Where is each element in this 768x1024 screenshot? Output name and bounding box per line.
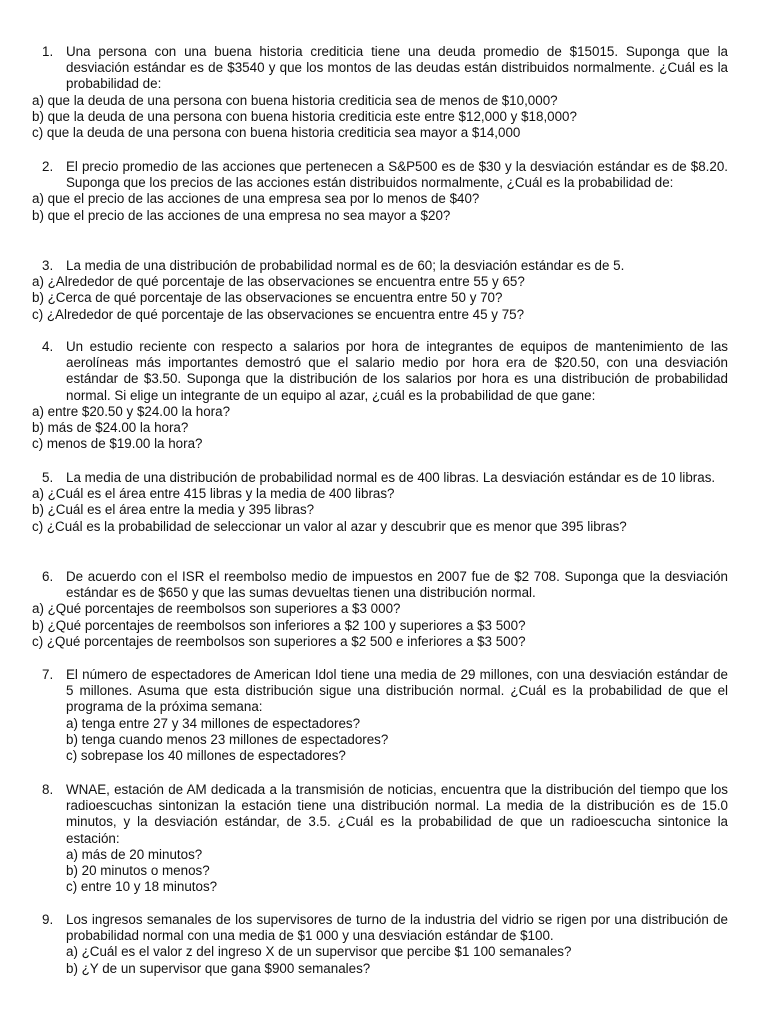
option-a: a) que la deuda de una persona con buena historia crediticia sea de menos de $10,000?	[32, 92, 558, 108]
option-b: b) ¿Cerca de qué porcentaje de las observaciones se encuentra entre 50 y 70?	[32, 290, 503, 306]
option-a: a) ¿Cuál es el valor z del ingreso X de un supervisor que percibe $1 100 semanales?	[66, 944, 572, 960]
problem-statement	[32, 912, 728, 944]
problem-statement	[32, 44, 728, 93]
option-c: c) menos de $19.00 la hora?	[32, 436, 203, 452]
problem-statement	[32, 159, 728, 191]
option-c: c) ¿Qué porcentajes de reembolsos son superiores a $2 500 e inferiores a $3 500?	[32, 633, 526, 649]
problem-number: 4.	[42, 339, 54, 354]
problem-text: Los ingresos semanales de los supervisores de turno de la industria del vidrio se rigen por una distribución de probabilidad normal con una media de $1 000 y una desviación estándar de $100.	[66, 912, 728, 944]
problem-text: La media de una distribución de probabilidad normal es de 400 libras. La desviación estándar es de 10 libras.	[66, 470, 716, 485]
problem-5	[32, 470, 728, 535]
problem-number: 7.	[42, 667, 54, 682]
problem-text: La media de una distribución de probabilidad normal es de 60; la desviación estándar es de 5.	[66, 258, 625, 273]
problem-statement	[32, 667, 728, 716]
problem-number: 6.	[42, 569, 54, 584]
option-a: a) ¿Cuál es el área entre 415 libras y la media de 400 libras?	[32, 486, 395, 502]
problem-text: El número de espectadores de American Idol tiene una media de 29 millones, con una desviación estándar de 5 millones. Asuma que esta distribución sigue una distribución normal. ¿Cuál es la probabilidad de que el programa de la próxima semana:	[66, 667, 728, 715]
option-b: b) 20 minutos o menos?	[66, 863, 210, 879]
option-c: c) que la deuda de una persona con buena historia crediticia sea mayor a $14,000	[32, 125, 521, 141]
option-b: b) más de $24.00 la hora?	[32, 420, 189, 436]
problem-number: 9.	[42, 912, 54, 927]
option-c: c) ¿Alrededor de qué porcentaje de las observaciones se encuentra entre 45 y 75?	[32, 306, 525, 322]
problem-statement	[32, 258, 728, 274]
problem-text: Una persona con una buena historia crediticia tiene una deuda promedio de $15015. Suponga que la desviación estándar es de $3540 y que los montos de las deudas están distribuidos normalmente. ¿Cuál es la probabilidad de:	[66, 44, 728, 92]
problem-text: El precio promedio de las acciones que pertenecen a S&P500 es de $30 y la desviación estándar es de $8.20. Suponga que los precios de las acciones están distribuidos normalmente, ¿Cuál es la probabilidad de:	[66, 159, 728, 191]
option-c: c) entre 10 y 18 minutos?	[66, 879, 218, 895]
problem-number: 5.	[42, 470, 54, 485]
option-a: a) que el precio de las acciones de una empresa sea por lo menos de $40?	[32, 191, 480, 207]
problem-6	[32, 569, 728, 650]
problem-2	[32, 159, 728, 224]
option-a: a) más de 20 minutos?	[66, 846, 203, 862]
option-c: c) sobrepase los 40 millones de espectadores?	[66, 748, 346, 764]
problem-text: Un estudio reciente con respecto a salarios por hora de integrantes de equipos de mantenimiento de las aerolíneas más importantes demostró que el salario medio por hora era de $20.50, con una desviación estándar de $3.50. Suponga que la distribución de los salarios por hora es una distribución de probabilidad normal. Si elige un integrante de un equipo al azar, ¿cuál es la probabilidad de que gane:	[66, 339, 728, 403]
option-a: a) tenga entre 27 y 34 millones de espectadores?	[66, 715, 361, 731]
problem-statement	[32, 339, 728, 404]
problem-7	[32, 667, 728, 764]
problem-1	[32, 44, 728, 141]
option-a: a) entre $20.50 y $24.00 la hora?	[32, 403, 231, 419]
option-b: b) que el precio de las acciones de una empresa no sea mayor a $20?	[32, 207, 451, 223]
option-a: a) ¿Qué porcentajes de reembolsos son superiores a $3 000?	[32, 601, 401, 617]
problem-text: WNAE, estación de AM dedicada a la transmisión de noticias, encuentra que la distribución del tiempo que los radioescuchas sintonizan la estación tiene una distribución normal. La media de la distribución es de 15.0 minutos, y la desviación estándar, de 3.5. ¿Cuál es la probabilidad de que un radioescucha sintonice la estación:	[66, 782, 728, 846]
problem-statement	[32, 470, 728, 486]
problem-3	[32, 258, 728, 323]
problem-statement	[32, 569, 728, 601]
problem-4	[32, 339, 728, 452]
problem-statement	[32, 782, 728, 847]
problem-9	[32, 912, 728, 977]
problem-number: 8.	[42, 782, 54, 797]
problem-number: 3.	[42, 258, 54, 273]
problem-number: 1.	[42, 44, 54, 59]
problem-text: De acuerdo con el ISR el reembolso medio de impuestos en 2007 fue de $2 708. Suponga que la desviación estándar es de $650 y que las sumas devueltas tienen una distribución normal.	[66, 569, 728, 601]
option-b: b) ¿Y de un supervisor que gana $900 semanales?	[66, 960, 371, 976]
option-b: b) ¿Qué porcentajes de reembolsos son inferiores a $2 100 y superiores a $3 500?	[32, 617, 526, 633]
problem-8	[32, 782, 728, 895]
option-b: b) tenga cuando menos 23 millones de espectadores?	[66, 731, 389, 747]
option-c: c) ¿Cuál es la probabilidad de seleccionar un valor al azar y descubrir que es menor que 395 libras?	[32, 518, 627, 534]
problem-number: 2.	[42, 159, 54, 174]
option-b: b) ¿Cuál es el área entre la media y 395 libras?	[32, 502, 315, 518]
option-a: a) ¿Alrededor de qué porcentaje de las observaciones se encuentra entre 55 y 65?	[32, 274, 525, 290]
option-b: b) que la deuda de una persona con buena historia crediticia este entre $12,000 y $18,000?	[32, 108, 577, 124]
